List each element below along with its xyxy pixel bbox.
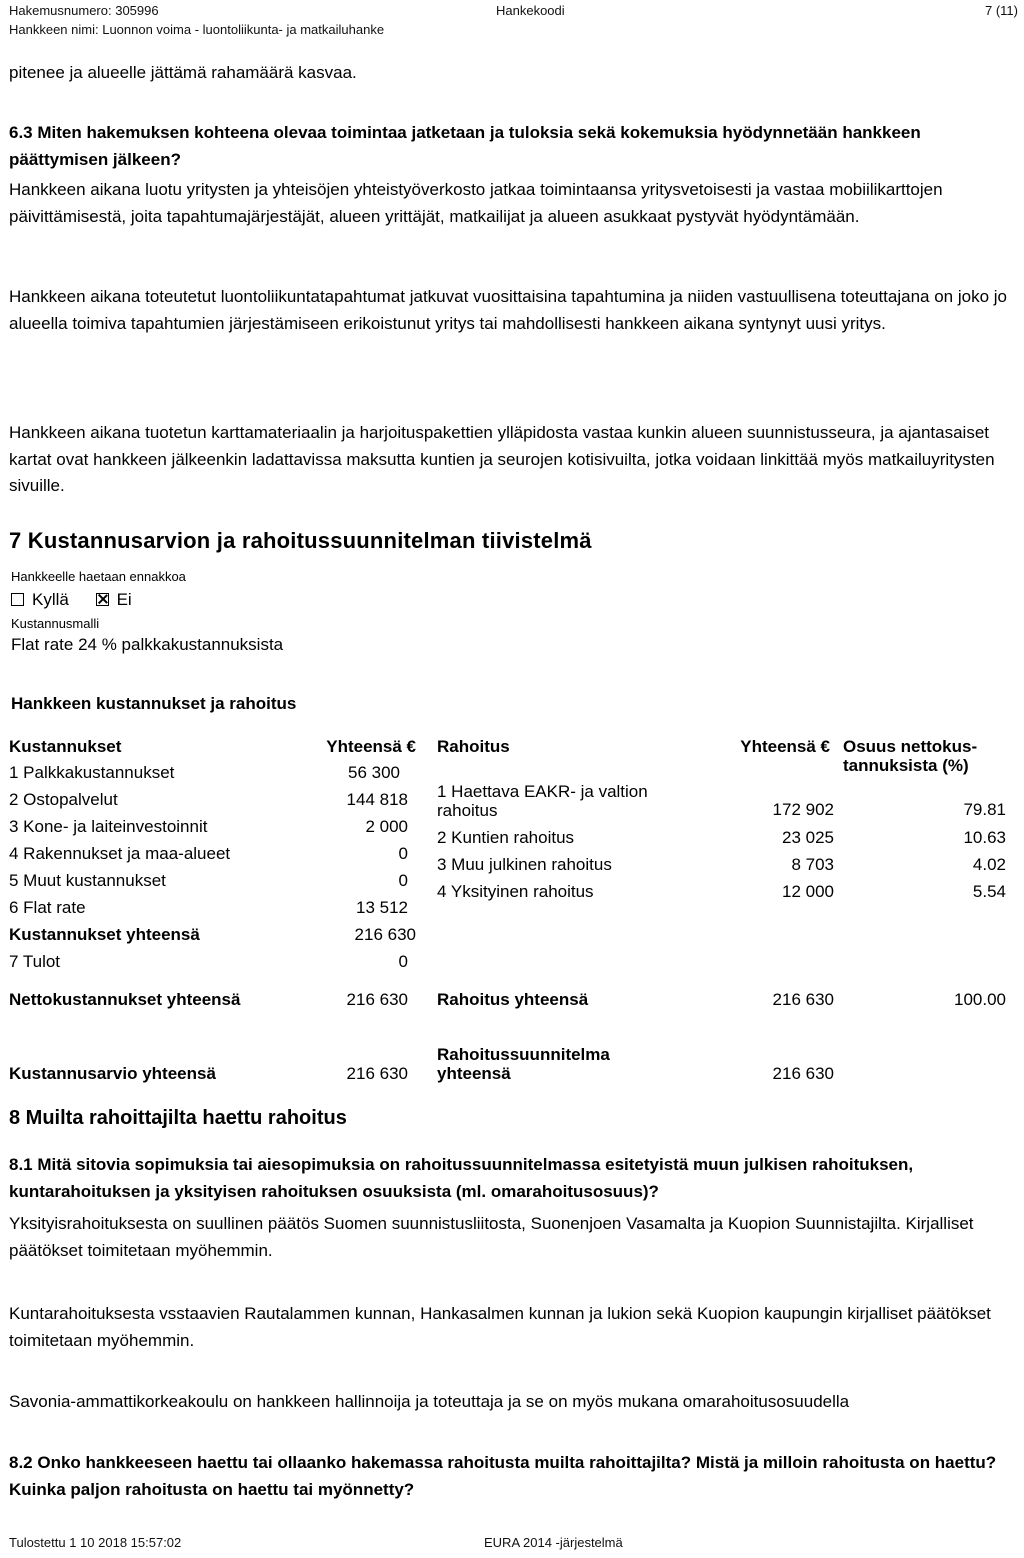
costs-subtotal-value: 216 630	[354, 925, 416, 944]
funding-row-label: 2 Kuntien rahoitus	[437, 828, 575, 847]
funding-row-share: 10.63	[963, 828, 1006, 847]
funding-total-label: Rahoitus yhteensä	[437, 990, 589, 1009]
table-title: Hankkeen kustannukset ja rahoitus	[11, 694, 297, 713]
cost-row-value: 0	[398, 871, 408, 890]
option-no: Ei	[116, 590, 132, 609]
project-name: Hankkeen nimi: Luonnon voima - luontoliikunta- ja matkailuhanke	[9, 22, 385, 37]
paragraph-6-3-1: Hankkeen aikana luotu yritysten ja yhteisöjen yhteistyöverkosto jatkaa toimintaansa yritysvetoisesti ja vastaa mobiilikarttojen päivittämisestä, joita tapahtumajärjestäjät, alueen yrittäjät, matkailijat ja alueen asukkaat pystyvät hyödyntämään.	[9, 180, 943, 226]
funding-total-header: Yhteensä €	[740, 737, 830, 756]
cost-row-label: 3 Kone- ja laiteinvestoinnit	[9, 817, 208, 836]
paragraph-8-1-2: Kuntarahoituksesta vsstaavien Rautalammen kunnan, Hankasalmen kunnan ja lukion sekä Kuopion kaupungin kirjalliset päätökset toimitetaan myöhemmin.	[9, 1304, 991, 1350]
funding-plan-value: 216 630	[772, 1064, 834, 1083]
costs-total-header: Yhteensä €	[326, 737, 416, 756]
cost-row-label: 4 Rakennukset ja maa-alueet	[9, 844, 231, 863]
funding-share-header: Osuus nettokus-tannuksista (%)	[843, 737, 978, 775]
funding-row-value: 23 025	[782, 828, 834, 847]
cost-row-label: 2 Ostopalvelut	[9, 790, 118, 809]
question-8-2: 8.2 Onko hankkeeseen haettu tai ollaanko hakemassa rahoitusta muilta rahoittajilta? Mistä ja milloin rahoitusta on haettu? Kuinka paljon rahoitusta on haettu tai myönnetty?	[9, 1453, 997, 1499]
paragraph-6-3-3: Hankkeen aikana tuotetun karttamateriaalin ja harjoituspakettien ylläpidosta vastaa kunkin alueen suunnistusseura, ja ajantasaiset kartat ovat hankkeen jälkeenkin ladattavissa maksutta kuntien ja seurojen kotisivuilta, jotka voidaan linkittää myös matkailuyritysten sivuille.	[9, 423, 995, 495]
funding-row-share: 79.81	[963, 800, 1006, 819]
application-number: Hakemusnumero: 305996	[9, 3, 159, 18]
funding-row-value: 8 703	[791, 855, 834, 874]
cost-row-label: 6 Flat rate	[9, 898, 86, 917]
section-7-title: 7 Kustannusarvion ja rahoitussuunnitelman tiivistelmä	[9, 528, 592, 553]
cost-estimate-value: 216 630	[346, 1064, 408, 1083]
cost-row-label: 1 Palkkakustannukset	[9, 763, 175, 782]
funding-total-share: 100.00	[954, 990, 1006, 1009]
paragraph-6-3-2: Hankkeen aikana toteutetut luontoliikuntatapahtumat jatkuvat vuosittaisina tapahtumina ja niiden vastuullisena toteuttajana on joko jo alueella toimiva tapahtumien järjestämiseen erikoistunut yritys tai mahdollisesti hankkeen aikana syntynyt uusi yritys.	[9, 287, 1007, 333]
funding-header: Rahoitus	[437, 737, 510, 756]
cost-row-value: 144 818	[346, 790, 408, 809]
income-value: 0	[398, 952, 408, 971]
option-yes: Kyllä	[32, 590, 69, 609]
cost-row-label: 5 Muut kustannukset	[9, 871, 166, 890]
system-name: EURA 2014 -järjestelmä	[484, 1535, 623, 1550]
cost-row-value: 56 300	[348, 763, 400, 782]
cost-row-value: 0	[398, 844, 408, 863]
advance-label: Hankkeelle haetaan ennakkoa	[11, 569, 186, 584]
cost-row-value: 13 512	[356, 898, 408, 917]
continuation-text: pitenee ja alueelle jättämä rahamäärä kasvaa.	[9, 63, 357, 82]
funding-row-label: 4 Yksityinen rahoitus	[437, 882, 594, 901]
funding-row-share: 5.54	[972, 882, 1006, 901]
advance-options	[11, 590, 132, 610]
cost-estimate-label: Kustannusarvio yhteensä	[9, 1064, 216, 1083]
project-code-label: Hankekoodi	[496, 3, 565, 18]
funding-row-value: 172 902	[772, 800, 834, 819]
funding-total-value: 216 630	[772, 990, 834, 1009]
checkbox-checked-icon[interactable]	[96, 593, 109, 606]
checkbox-empty-icon[interactable]	[11, 593, 24, 606]
cost-row-value: 2 000	[365, 817, 408, 836]
paragraph-8-1-3: Savonia-ammattikorkeakoulu on hankkeen hallinnoija ja toteuttaja ja se on myös mukana omarahoitusosuudella	[9, 1392, 850, 1411]
cost-model-label: Kustannusmalli	[11, 616, 100, 631]
page-number: 7 (11)	[985, 3, 1018, 18]
question-8-1: 8.1 Mitä sitovia sopimuksia tai aiesopimuksia on rahoitussuunnitelmassa esitetyistä muun julkisen rahoituksen, kuntarahoituksen ja yksityisen rahoituksen osuuksista (ml. omarahoitusosuus)?	[9, 1155, 914, 1201]
funding-row-share: 4.02	[972, 855, 1006, 874]
funding-row-label: 3 Muu julkinen rahoitus	[437, 855, 612, 874]
funding-row-value: 12 000	[782, 882, 834, 901]
net-costs-value: 216 630	[346, 990, 408, 1009]
costs-header: Kustannukset	[9, 737, 122, 756]
section-8-title: 8 Muilta rahoittajilta haettu rahoitus	[9, 1107, 347, 1129]
print-timestamp: Tulostettu 1 10 2018 15:57:02	[9, 1535, 182, 1550]
funding-row-label: 1 Haettava EAKR- ja valtion rahoitus	[437, 782, 648, 820]
cost-model-value: Flat rate 24 % palkkakustannuksista	[11, 635, 284, 654]
net-costs-label: Nettokustannukset yhteensä	[9, 990, 241, 1009]
income-label: 7 Tulot	[9, 952, 61, 971]
costs-subtotal-label: Kustannukset yhteensä	[9, 925, 200, 944]
paragraph-8-1-1: Yksityisrahoituksesta on suullinen päätös Suomen suunnistusliitosta, Suonenjoen Vasamalta ja Kuopion Suunnistajilta. Kirjalliset päätökset toimitetaan myöhemmin.	[9, 1214, 974, 1260]
funding-plan-label: Rahoitussuunnitelma yhteensä	[437, 1045, 610, 1083]
question-6-3: 6.3 Miten hakemuksen kohteena olevaa toimintaa jatketaan ja tuloksia sekä kokemuksia hyödynnetään hankkeen päättymisen jälkeen?	[9, 123, 921, 169]
